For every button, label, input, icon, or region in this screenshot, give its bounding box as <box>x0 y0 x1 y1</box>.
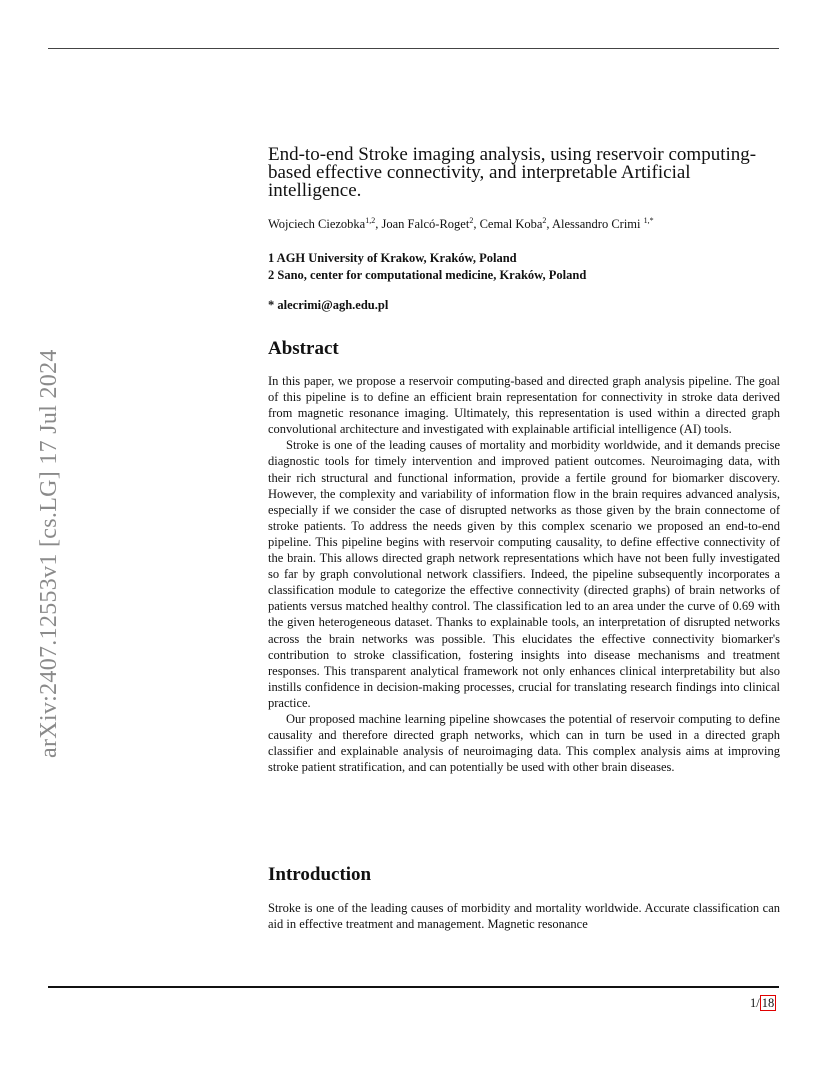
introduction-heading: Introduction <box>268 864 372 885</box>
author-list <box>268 216 780 232</box>
abstract-paragraph: Our proposed machine learning pipeline showcases the potential of reservoir computing to define causality and therefore directed graph networks, which can in turn be used in a directed graph classifier and explainable analysis of neuroimaging data. This complex analysis aims at improving stroke patient stratification, and can potentially be used with other brain diseases. <box>268 711 780 775</box>
total-pages-link[interactable]: 18 <box>761 996 775 1010</box>
corresponding-email: * alecrimi@agh.edu.pl <box>268 298 389 312</box>
header-rule <box>48 48 779 49</box>
paper-title: End-to-end Stroke imaging analysis, using reservoir computing-based effective connectivity, and interpretable Artificial intelligence. <box>268 144 757 201</box>
author: Wojciech Ciezobka$^{1,2}$, <box>268 216 382 232</box>
author: Cemal Koba$^2$, <box>479 216 552 232</box>
affiliations <box>268 250 780 284</box>
abstract-paragraph: Stroke is one of the leading causes of mortality and morbidity worldwide, and it demands precise diagnostic tools for timely intervention and improved patient outcomes. Neuroimaging data, with their rich structural and functional information, provide a fertile ground for biomarker discovery. However, the complexity and variability of information flow in the brain requires advanced analysis, especially if we consider the case of disrupted networks as those given by the brain connectome of stroke patients. To address the needs given by this complex scenario we proposed an end-to-end pipeline. This pipeline begins with reservoir computing causality, to define effective connectivity of the brain. This allows directed graph network representations which have not been fully investigated so far by graph convolutional network classifiers. Indeed, the pipeline subsequently incorporates a classification module to categorize the effective connectivity (directed graphs) of brain networks of patients versus matched healthy control. The classification led to an area under the curve of 0.69 with the given heterogeneous dataset. Thanks to explainable tools, an interpretation of disrupted networks across the brain networks was possible. This elucidates the effective connectivity biomarker's contribution to stroke classification, fostering insights into disease mechanisms and treatment responses. This transparent analytical framework not only enhances clinical interpretability but also instills confidence in decision-making processes, crucial for translating research findings into clinical practice. <box>268 438 780 710</box>
abstract-heading: Abstract <box>268 338 339 359</box>
footer-rule <box>48 986 779 988</box>
abstract-body <box>268 373 780 775</box>
author: Joan Falcó-Roget$^2$, <box>381 216 480 232</box>
introduction-text: Stroke is one of the leading causes of morbidity and mortality worldwide. Accurate classification can aid in effective treatment and management. Magnetic resonance <box>268 901 780 931</box>
arxiv-identifier-stamp: arXiv:2407.12553v1 [cs.LG] 17 Jul 2024 <box>36 349 62 758</box>
abstract-paragraph: In this paper, we propose a reservoir computing-based and directed graph analysis pipeline. The goal of this pipeline is to define an efficient brain representation for connectivity in stroke data derived from magnetic resonance imaging. Ultimately, this representation is used within a directed graph convolutional architecture and investigated with explainable artificial intelligence (AI) tools. <box>268 374 780 437</box>
affiliation-2: 2 Sano, center for computational medicine, Kraków, Poland <box>268 268 587 282</box>
author: Alessandro Crimi $^{1,*}$ <box>551 216 654 232</box>
page-number: 1/ 18 <box>750 996 775 1010</box>
affiliation-1: 1 AGH University of Krakow, Kraków, Poland <box>268 251 517 265</box>
